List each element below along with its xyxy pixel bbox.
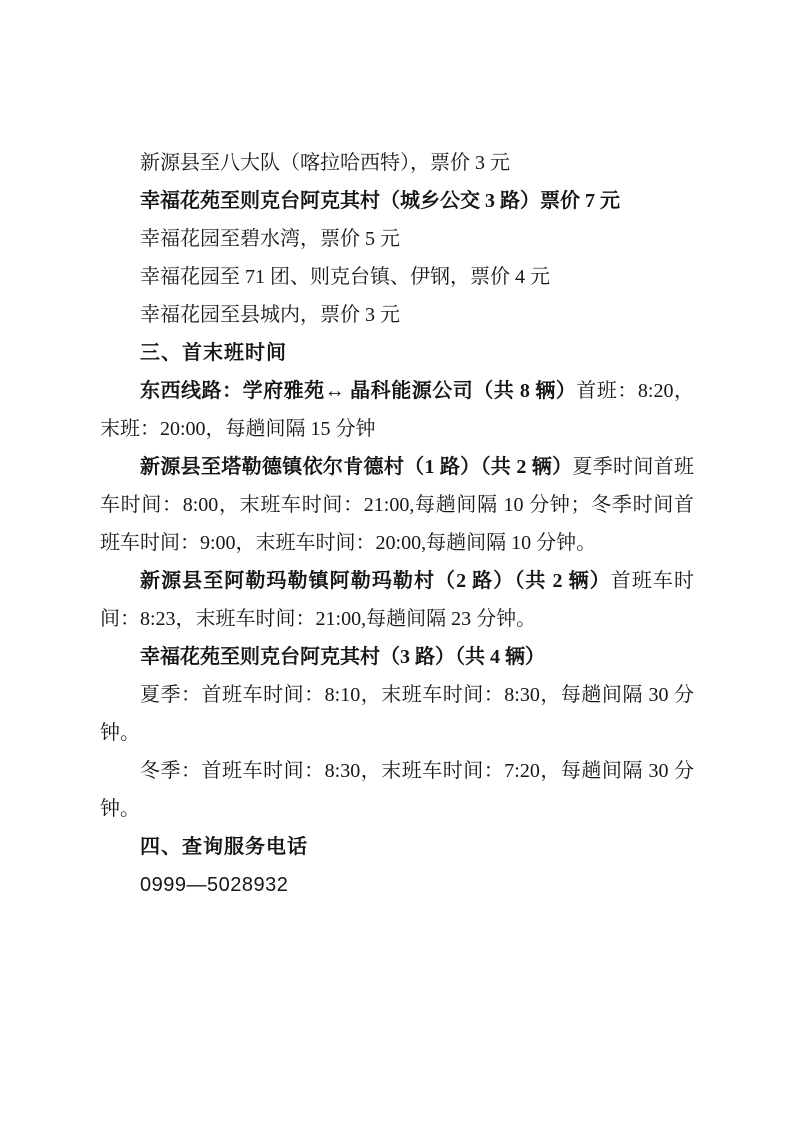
- fare-text-bold: 幸福花苑至则克台阿克其村（城乡公交 3 路）票价 7 元: [140, 190, 620, 212]
- service-phone-number: [100, 866, 694, 904]
- route-name: 东西线路：学府雅苑↔ 晶科能源公司（共 8 辆）: [140, 380, 577, 402]
- fare-text: 幸福花园至县城内，票价 3 元: [140, 304, 400, 326]
- season-text: 夏季：首班车时间：8:10，末班车时间：8:30，每趟间隔 30 分钟。: [100, 684, 694, 744]
- fare-line-akeqicun: [100, 182, 694, 220]
- route-3-summer-schedule: [100, 676, 694, 752]
- route-name: 新源县至塔勒德镇依尔肯德村（1 路）（共 2 辆）: [140, 456, 573, 478]
- section-heading-schedule: [100, 334, 694, 372]
- fare-line-badadui: [100, 144, 694, 182]
- route-detail: 夏季时间首班车时间：8:00，末班车时间：21:00,每趟间隔 10 分钟；冬季时间首班车时间：9:00，末班车时间：20:00,每趟间隔 10 分钟。: [100, 456, 695, 554]
- heading-text: 四、查询服务电话: [140, 836, 308, 858]
- schedule-route-2: [100, 562, 694, 638]
- schedule-route-1: [100, 448, 694, 562]
- fare-line-xianchengnei: [100, 296, 694, 334]
- fare-line-71tuan: [100, 258, 694, 296]
- fare-text: 新源县至八大队（喀拉哈西特），票价 3 元: [140, 152, 510, 174]
- fare-text: 幸福花园至 71 团、则克台镇、伊钢，票价 4 元: [140, 266, 550, 288]
- route-detail: 首班车时间：8:23，末班车时间：21:00,每趟间隔 23 分钟。: [100, 570, 695, 630]
- heading-text: 三、首末班时间: [140, 342, 287, 364]
- route-3-winter-schedule: [100, 752, 694, 828]
- season-text: 冬季：首班车时间：8:30，末班车时间：7:20，每趟间隔 30 分钟。: [100, 760, 694, 820]
- route-name: 新源县至阿勒玛勒镇阿勒玛勒村（2 路）（共 2 辆）: [140, 570, 611, 592]
- phone-number-text: 0999—5028932: [140, 874, 289, 896]
- document-content: [100, 144, 694, 904]
- fare-text: 幸福花园至碧水湾，票价 5 元: [140, 228, 400, 250]
- route-name: 幸福花苑至则克台阿克其村（3 路）（共 4 辆）: [140, 646, 545, 668]
- fare-line-bishuiwan: [100, 220, 694, 258]
- schedule-route-3: [100, 638, 694, 676]
- route-detail: 首班：8:20，末班：20:00，每趟间隔 15 分钟: [100, 380, 694, 440]
- section-heading-phone: [100, 828, 694, 866]
- schedule-route-east-west: [100, 372, 694, 448]
